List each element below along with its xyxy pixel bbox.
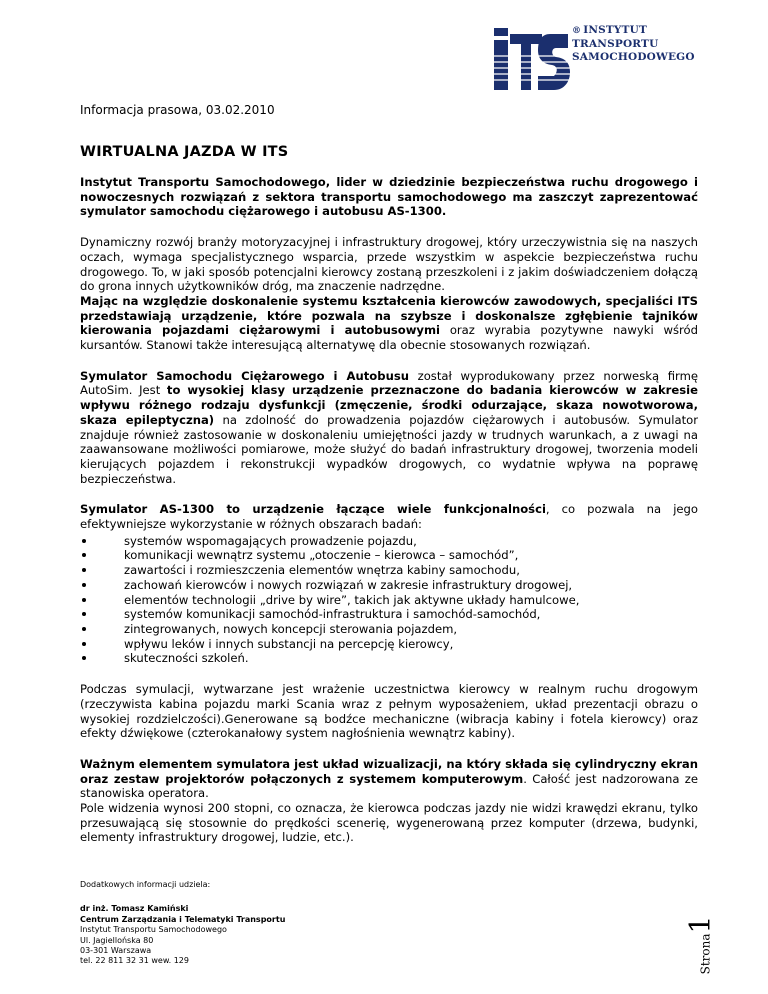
paragraph-5: Podczas symulacji, wytwarzane jest wrażenie uczestnictwa kierowcy w realnym ruchu drogowym (rzeczywista kabina pojazdu marki Scania wraz z pełnym wyposażeniem, układ prezentacji obrazu o wysokiej rozdzielczości).Generowane są bodźce mechaniczne (wibracja kabiny i fotela kierowcy) oraz efekty dźwiękowe (czterokanałowy system nagłośnienia wewnątrz kabiny). bbox=[80, 682, 698, 741]
paragraph-2-bold: Mając na względzie doskonalenie systemu kształcenia kierowców zawodowych, specjaliści ITS przedstawiają urządzenie, które pozwala na szybsze i doskonalsze zgłębienie tajników kierowania pojazdami ciężarowymi i autobusowymi bbox=[80, 293, 698, 338]
contact-organization: Instytut Transportu Samochodowego bbox=[80, 925, 227, 935]
page-number bbox=[682, 910, 718, 980]
logo-line-3: SAMOCHODOWEGO bbox=[572, 51, 695, 63]
paragraph-3: Symulator Samochodu Ciężarowego i Autobusu został wyprodukowany przez norweską firmę AutoSim. Jest to wysokiej klasy urządzenie przeznaczone do badania kierowców w zakresie wpływu różnego rodzaju dysfunkcji (zmęczenie, środki odurzające, skaza nowotworowa, skaza epileptyczna) na zdolność do prowadzenia pojazdów ciężarowych i autobusów. Symulator znajduje również zastosowanie w doskonaleniu umiejętności jazdy w trudnych warunkach, a z uwagi na zaawansowane możliwości pomiarowe, może służyć do badań infrastruktury drogowej, tworzenia modeli kierujących pojazdem i rekonstrukcji wypadków drogowych, co wydatnie wpływa na poprawę bezpieczeństwa. bbox=[80, 368, 698, 486]
press-release-date: Informacja prasowa, 03.02.2010 bbox=[80, 103, 275, 117]
list-item: systemów komunikacji samochód-infrastruktura i samochód-samochód, bbox=[80, 607, 698, 622]
logo-wordmark bbox=[572, 24, 695, 64]
its-logo-mark bbox=[490, 20, 570, 95]
list-item: komunikacji wewnątrz systemu „otoczenie – kierowca – samochód”, bbox=[80, 548, 698, 563]
contact-street: Ul. Jagiellońska 80 bbox=[80, 935, 154, 945]
contact-department: Centrum Zarządzania i Telematyki Transportu bbox=[80, 914, 286, 924]
registered-mark: ® bbox=[572, 26, 582, 36]
list-item: zawartości i rozmieszczenia elementów wnętrza kabiny samochodu, bbox=[80, 563, 698, 578]
list-item: elementów technologii „drive by wire”, takich jak aktywne układy hamulcowe, bbox=[80, 593, 698, 608]
logo-line-2: TRANSPORTU bbox=[572, 38, 659, 50]
document-title: WIRTUALNA JAZDA W ITS bbox=[80, 144, 289, 160]
list-item: systemów wspomagających prowadzenie pojazdu, bbox=[80, 534, 698, 549]
document-body bbox=[80, 100, 698, 845]
paragraph-2: Mając na względzie doskonalenie systemu kształcenia kierowców zawodowych, specjaliści ITS przedstawiają urządzenie, które pozwala na szybsze i doskonalsze zgłębienie tajników kierowania pojazdami ciężarowymi i autobusowymi oraz wyrabia pozytywne nawyki wśród kursantów. Stanowi także interesującą alternatywę dla obecnie stosowanych rozwiązań. bbox=[80, 293, 698, 353]
list-item: zintegrowanych, nowych koncepcji sterowania pojazdem, bbox=[80, 622, 698, 637]
list-item: skuteczności szkoleń. bbox=[80, 651, 698, 666]
lead-paragraph: Instytut Transportu Samochodowego, lider w dziedzinie bezpieczeństwa ruchu drogowego i nowoczesnych rozwiązań z sektora transportu samochodowego ma zaszczyt zaprezentować symulator samochodu ciężarowego i autobusu AS-1300. bbox=[80, 175, 698, 219]
logo-line-1: ® INSTYTUT bbox=[572, 24, 647, 36]
contact-name: dr inż. Tomasz Kamiński bbox=[80, 904, 189, 914]
page-label: Strona bbox=[698, 933, 713, 975]
paragraph-4: Symulator AS-1300 to urządzenie łączące wiele funkcjonalności, co pozwala na jego efektywniejsze wykorzystanie w różnych obszarach badań: bbox=[80, 502, 698, 532]
footer-intro: Dodatkowych informacji udziela: bbox=[80, 880, 211, 889]
research-areas-list bbox=[80, 534, 698, 666]
contact-footer bbox=[80, 880, 340, 967]
list-item: zachowań kierowców i nowych rozwiązań w zakresie infrastruktury drogowej, bbox=[80, 578, 698, 593]
page-number-value: 1 bbox=[683, 915, 717, 934]
paragraph-7: Pole widzenia wynosi 200 stopni, co oznacza, że kierowca podczas jazdy nie widzi krawędzi ekranu, tylko przesuwającą się stosownie do prędkości scenerię, wygenerowaną przez komputer (drzewa, budynki, elementy infrastruktury drogowej, ludzie, etc.). bbox=[80, 801, 698, 845]
paragraph-1: Dynamiczny rozwój branży motoryzacyjnej i infrastruktury drogowej, który urzeczywistnia się na naszych oczach, wymaga specjalistycznego wsparcia, przede wszystkim w aspekcie bezpieczeństwa ruchu drogowego. To, w jaki sposób potencjalni kierowcy zostaną przeszkoleni i z jakim doświadczeniem dołączą do grona innych użytkowników dróg, ma znaczenie nadrzędne. bbox=[80, 235, 698, 294]
list-item: wpływu leków i innych substancji na percepcję kierowcy, bbox=[80, 637, 698, 652]
contact-city: 03-301 Warszawa bbox=[80, 946, 152, 956]
its-logo bbox=[490, 20, 720, 95]
contact-phone: tel. 22 811 32 31 wew. 129 bbox=[80, 956, 189, 966]
paragraph-6: Ważnym elementem symulatora jest układ wizualizacji, na który składa się cylindryczny ekran oraz zestaw projektorów połączonych z systemem komputerowym. Całość jest nadzorowana ze stanowiska operatora. bbox=[80, 756, 698, 801]
